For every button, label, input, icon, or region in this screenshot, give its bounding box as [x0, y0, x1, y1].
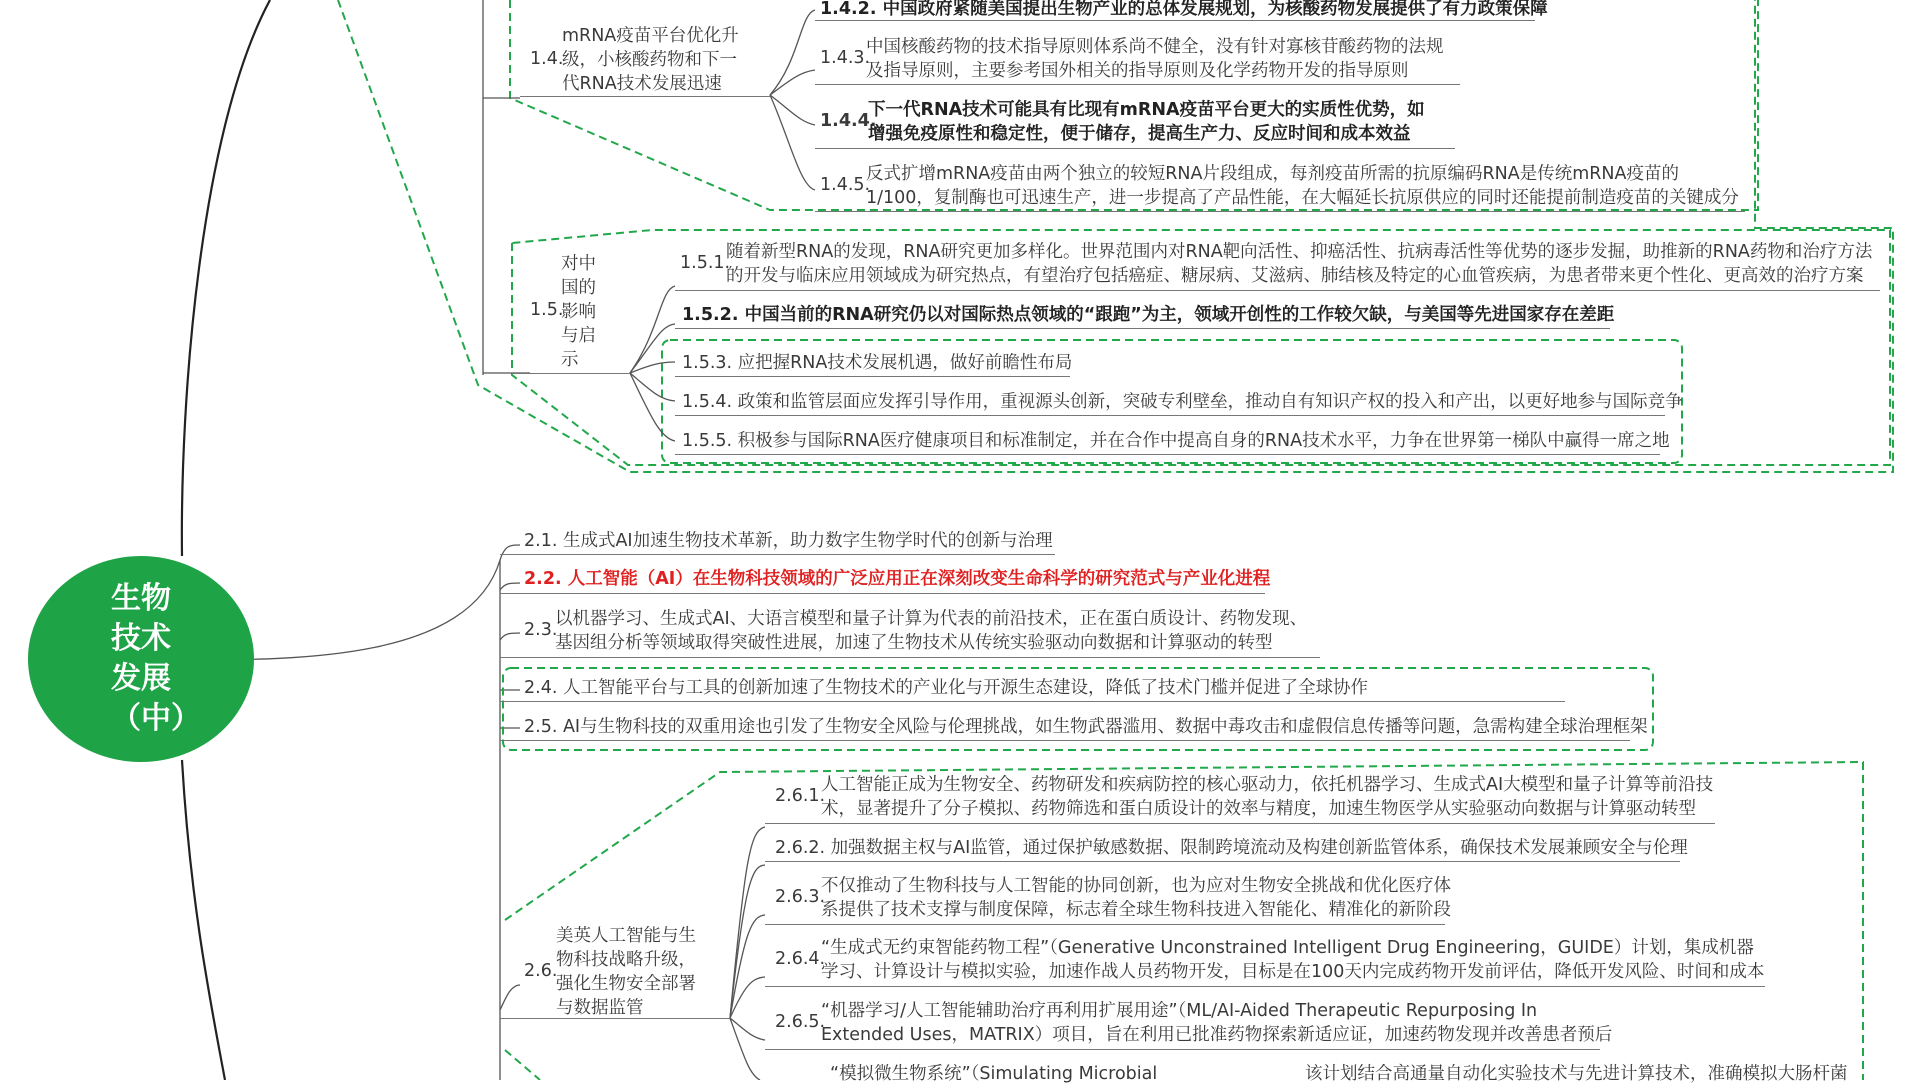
n143-number: 1.4.3. — [820, 48, 871, 68]
n263-underline — [765, 924, 1445, 925]
n264-line2: 学习、计算设计与模拟实验，加速作战人员药物开发，目标是在100天内完成药物开发前评估，降低开发风险、时间和成本 — [821, 962, 1765, 982]
n142-underline — [815, 20, 1535, 21]
n26-underline — [500, 1018, 730, 1019]
n155-underline — [675, 454, 1660, 455]
n151-underline — [675, 290, 1880, 291]
n144-line1[interactable]: 下一代RNA技术可能具有比现有mRNA疫苗平台更大的实质性优势，如 — [868, 100, 1425, 120]
n261-number: 2.6.1. — [775, 786, 826, 806]
n24-underline — [500, 701, 1565, 702]
n264-underline — [765, 986, 1765, 987]
n263-line2: 系提供了技术支撑与制度保障，标志着全球生物科技进入智能化、精准化的新阶段 — [821, 900, 1451, 920]
n152-text[interactable]: 1.5.2. 中国当前的RNA研究仍以对国际热点领域的“跟跑”为主，领域开创性的工作较欠缺，与美国等先进国家存在差距 — [682, 305, 1615, 325]
n144-line2: 增强免疫原性和稳定性，便于储存，提高生产力、反应时间和成本效益 — [868, 124, 1411, 144]
n14-label[interactable]: mRNA疫苗平台优化升级，小核酸药物和下一代RNA技术发展迅速 — [562, 26, 739, 94]
n143-line1[interactable]: 中国核酸药物的技术指导原则体系尚不健全，没有针对寡核苷酸药物的法规 — [866, 37, 1444, 57]
trunk-line-upper — [182, 0, 270, 556]
branch-n145 — [770, 95, 815, 190]
branch-n264 — [730, 977, 765, 1018]
n154-underline — [675, 415, 1665, 416]
branch-n142 — [770, 10, 815, 95]
n14-number: 1.4. — [530, 49, 564, 69]
n25-underline — [500, 740, 1630, 741]
branch-n23 — [500, 633, 520, 640]
branch-n22 — [500, 583, 520, 590]
trunk-line-lower — [182, 760, 225, 1080]
branch-n262 — [730, 865, 765, 1018]
n22-text[interactable]: 2.2. 人工智能（AI）在生物科技领域的广泛应用正在深刻改变生命科学的研究范式与产业化进程 — [524, 569, 1271, 589]
n262-underline — [765, 861, 1680, 862]
n264-line1[interactable]: “生成式无约束智能药物工程”（Generative Unconstrained Intelligent Drug Engineering，GUIDE）计划，集成机器 — [821, 938, 1754, 958]
n153-text[interactable]: 1.5.3. 应把握RNA技术发展机遇，做好前瞻性布局 — [682, 353, 1073, 373]
branch-n151 — [630, 286, 675, 373]
n23-number: 2.3. — [524, 620, 558, 640]
branch-n143 — [770, 70, 815, 95]
n23-line1[interactable]: 以机器学习、生成式AI、大语言模型和量子计算为代表的前沿技术，正在蛋白质设计、药物发现、 — [555, 609, 1308, 629]
n14-underline — [520, 96, 770, 97]
n263-line1[interactable]: 不仅推动了生物科技与人工智能的协同创新，也为应对生物安全挑战和优化医疗体 — [821, 876, 1451, 896]
n265-underline — [765, 1049, 1600, 1050]
n262-text[interactable]: 2.6.2. 加强数据主权与AI监管，通过保护敏感数据、限制跨境流动及构建创新监管体系，确保技术发展兼顾安全与伦理 — [775, 838, 1688, 858]
n151-line2: 的开发与临床应用领域成为研究热点，有望治疗包括癌症、糖尿病、艾滋病、肺结核及特定的心血管疾病，为患者带来更个性化、更高效的治疗方案 — [726, 266, 1864, 286]
n26-label[interactable]: 美英人工智能与生物科技战略升级，强化生物安全部署与数据监管 — [556, 926, 696, 1018]
n153-underline — [675, 376, 1070, 377]
n154-text[interactable]: 1.5.4. 政策和监管层面应发挥引导作用，重视源头创新，突破专利壁垒，推动自有知识产权的投入和产出，以更好地参与国际竞争 — [682, 392, 1683, 412]
n142-text[interactable]: 1.4.2. 中国政府紧随美国提出生物产业的总体发展规划，为核酸药物发展提供了有力政策保障 — [820, 0, 1548, 19]
n145-number: 1.4.5. — [820, 175, 871, 195]
branch-n263 — [730, 915, 765, 1018]
n265-number: 2.6.5. — [775, 1012, 826, 1032]
n15-number: 1.5. — [530, 300, 564, 320]
branch-n152 — [630, 324, 675, 373]
branch-n261 — [730, 827, 765, 1018]
n21-underline — [500, 554, 1055, 555]
n265-line2: Extended Uses，MATRIX）项目，旨在利用已批准药物探索新适应证，加速药物发现并改善患者预后 — [821, 1025, 1613, 1045]
branch-n26 — [500, 985, 520, 1010]
branch-n21 — [500, 545, 520, 560]
n264-number: 2.6.4. — [775, 949, 826, 969]
n143-underline — [815, 84, 1460, 85]
branch-n153 — [630, 362, 675, 373]
n22-underline — [500, 593, 1265, 594]
n261-underline — [765, 823, 1715, 824]
n145-line1[interactable]: 反式扩增mRNA疫苗由两个独立的较短RNA片段组成，每剂疫苗所需的抗原编码RNA是传统mRNA疫苗的 — [866, 164, 1679, 184]
branch-n265 — [730, 1018, 765, 1040]
n261-line2: 术，显著提升了分子模拟、药物筛选和蛋白质设计的效率与精度，加速生物医学从实验驱动向数据与计算驱动转型 — [821, 799, 1696, 819]
n15-label[interactable]: 对中国的影响与启示 — [561, 254, 596, 370]
n266-line1[interactable]: “模拟微生物系统”（Simulating Microbial — [830, 1064, 1158, 1084]
branch-n144 — [770, 95, 815, 125]
n152-underline — [675, 328, 1610, 329]
n155-text[interactable]: 1.5.5. 积极参与国际RNA医疗健康项目和标准制定，并在合作中提高自身的RNA技术水平，力争在世界第一梯队中赢得一席之地 — [682, 431, 1670, 451]
n21-text[interactable]: 2.1. 生成式AI加速生物技术革新，助力数字生物学时代的创新与治理 — [524, 531, 1053, 551]
n145-line2: 1/100，复制酶也可迅速生产，进一步提高了产品性能，在大幅延长抗原供应的同时还能提前制造疫苗的关键成分 — [866, 188, 1739, 208]
central-topic-node[interactable] — [28, 556, 254, 762]
n24-text[interactable]: 2.4. 人工智能平台与工具的创新加速了生物技术的产业化与开源生态建设，降低了技术门槛并促进了全球协作 — [524, 678, 1368, 698]
n15-underline — [512, 373, 630, 374]
n263-number: 2.6.3. — [775, 887, 826, 907]
n151-number: 1.5.1. — [680, 253, 731, 273]
central-topic-label: 生物技术发展（中） — [111, 581, 201, 736]
n23-underline — [500, 657, 1320, 658]
n266-right-line1: 该计划结合高通量自动化实验技术与先进计算技术，准确模拟大肠杆菌 — [1305, 1064, 1848, 1084]
n26-number: 2.6. — [524, 961, 558, 981]
n25-text[interactable]: 2.5. AI与生物科技的双重用途也引发了生物安全风险与伦理挑战，如生物武器滥用、数据中毒攻击和虚假信息传播等问题，急需构建全球治理框架 — [524, 717, 1648, 737]
n23-line2: 基因组分析等领域取得突破性进展，加速了生物技术从传统实验驱动向数据和计算驱动的转型 — [555, 633, 1273, 653]
branch-n154 — [630, 373, 675, 401]
n143-line2: 及指导原则，主要参考国外相关的指导原则及化学药物开发的指导原则 — [866, 61, 1409, 81]
n144-number: 1.4.4. — [820, 111, 877, 131]
n261-line1[interactable]: 人工智能正成为生物安全、药物研发和疾病防控的核心驱动力，依托机器学习、生成式AI大模型和量子计算等前沿技 — [821, 775, 1714, 795]
branch-n266 — [730, 1018, 760, 1080]
n151-line1[interactable]: 随着新型RNA的发现，RNA研究更加多样化。世界范围内对RNA靶向活性、抑癌活性、抗病毒活性等优势的逐步发掘，助推新的RNA药物和治疗方法 — [726, 242, 1873, 262]
n265-line1[interactable]: “机器学习/人工智能辅助治疗再利用扩展用途”（ML/AI-Aided Therapeutic Repurposing In — [821, 1001, 1538, 1021]
n144-underline — [815, 148, 1455, 149]
branch-n155 — [630, 373, 675, 441]
n145-underline — [815, 211, 1745, 212]
